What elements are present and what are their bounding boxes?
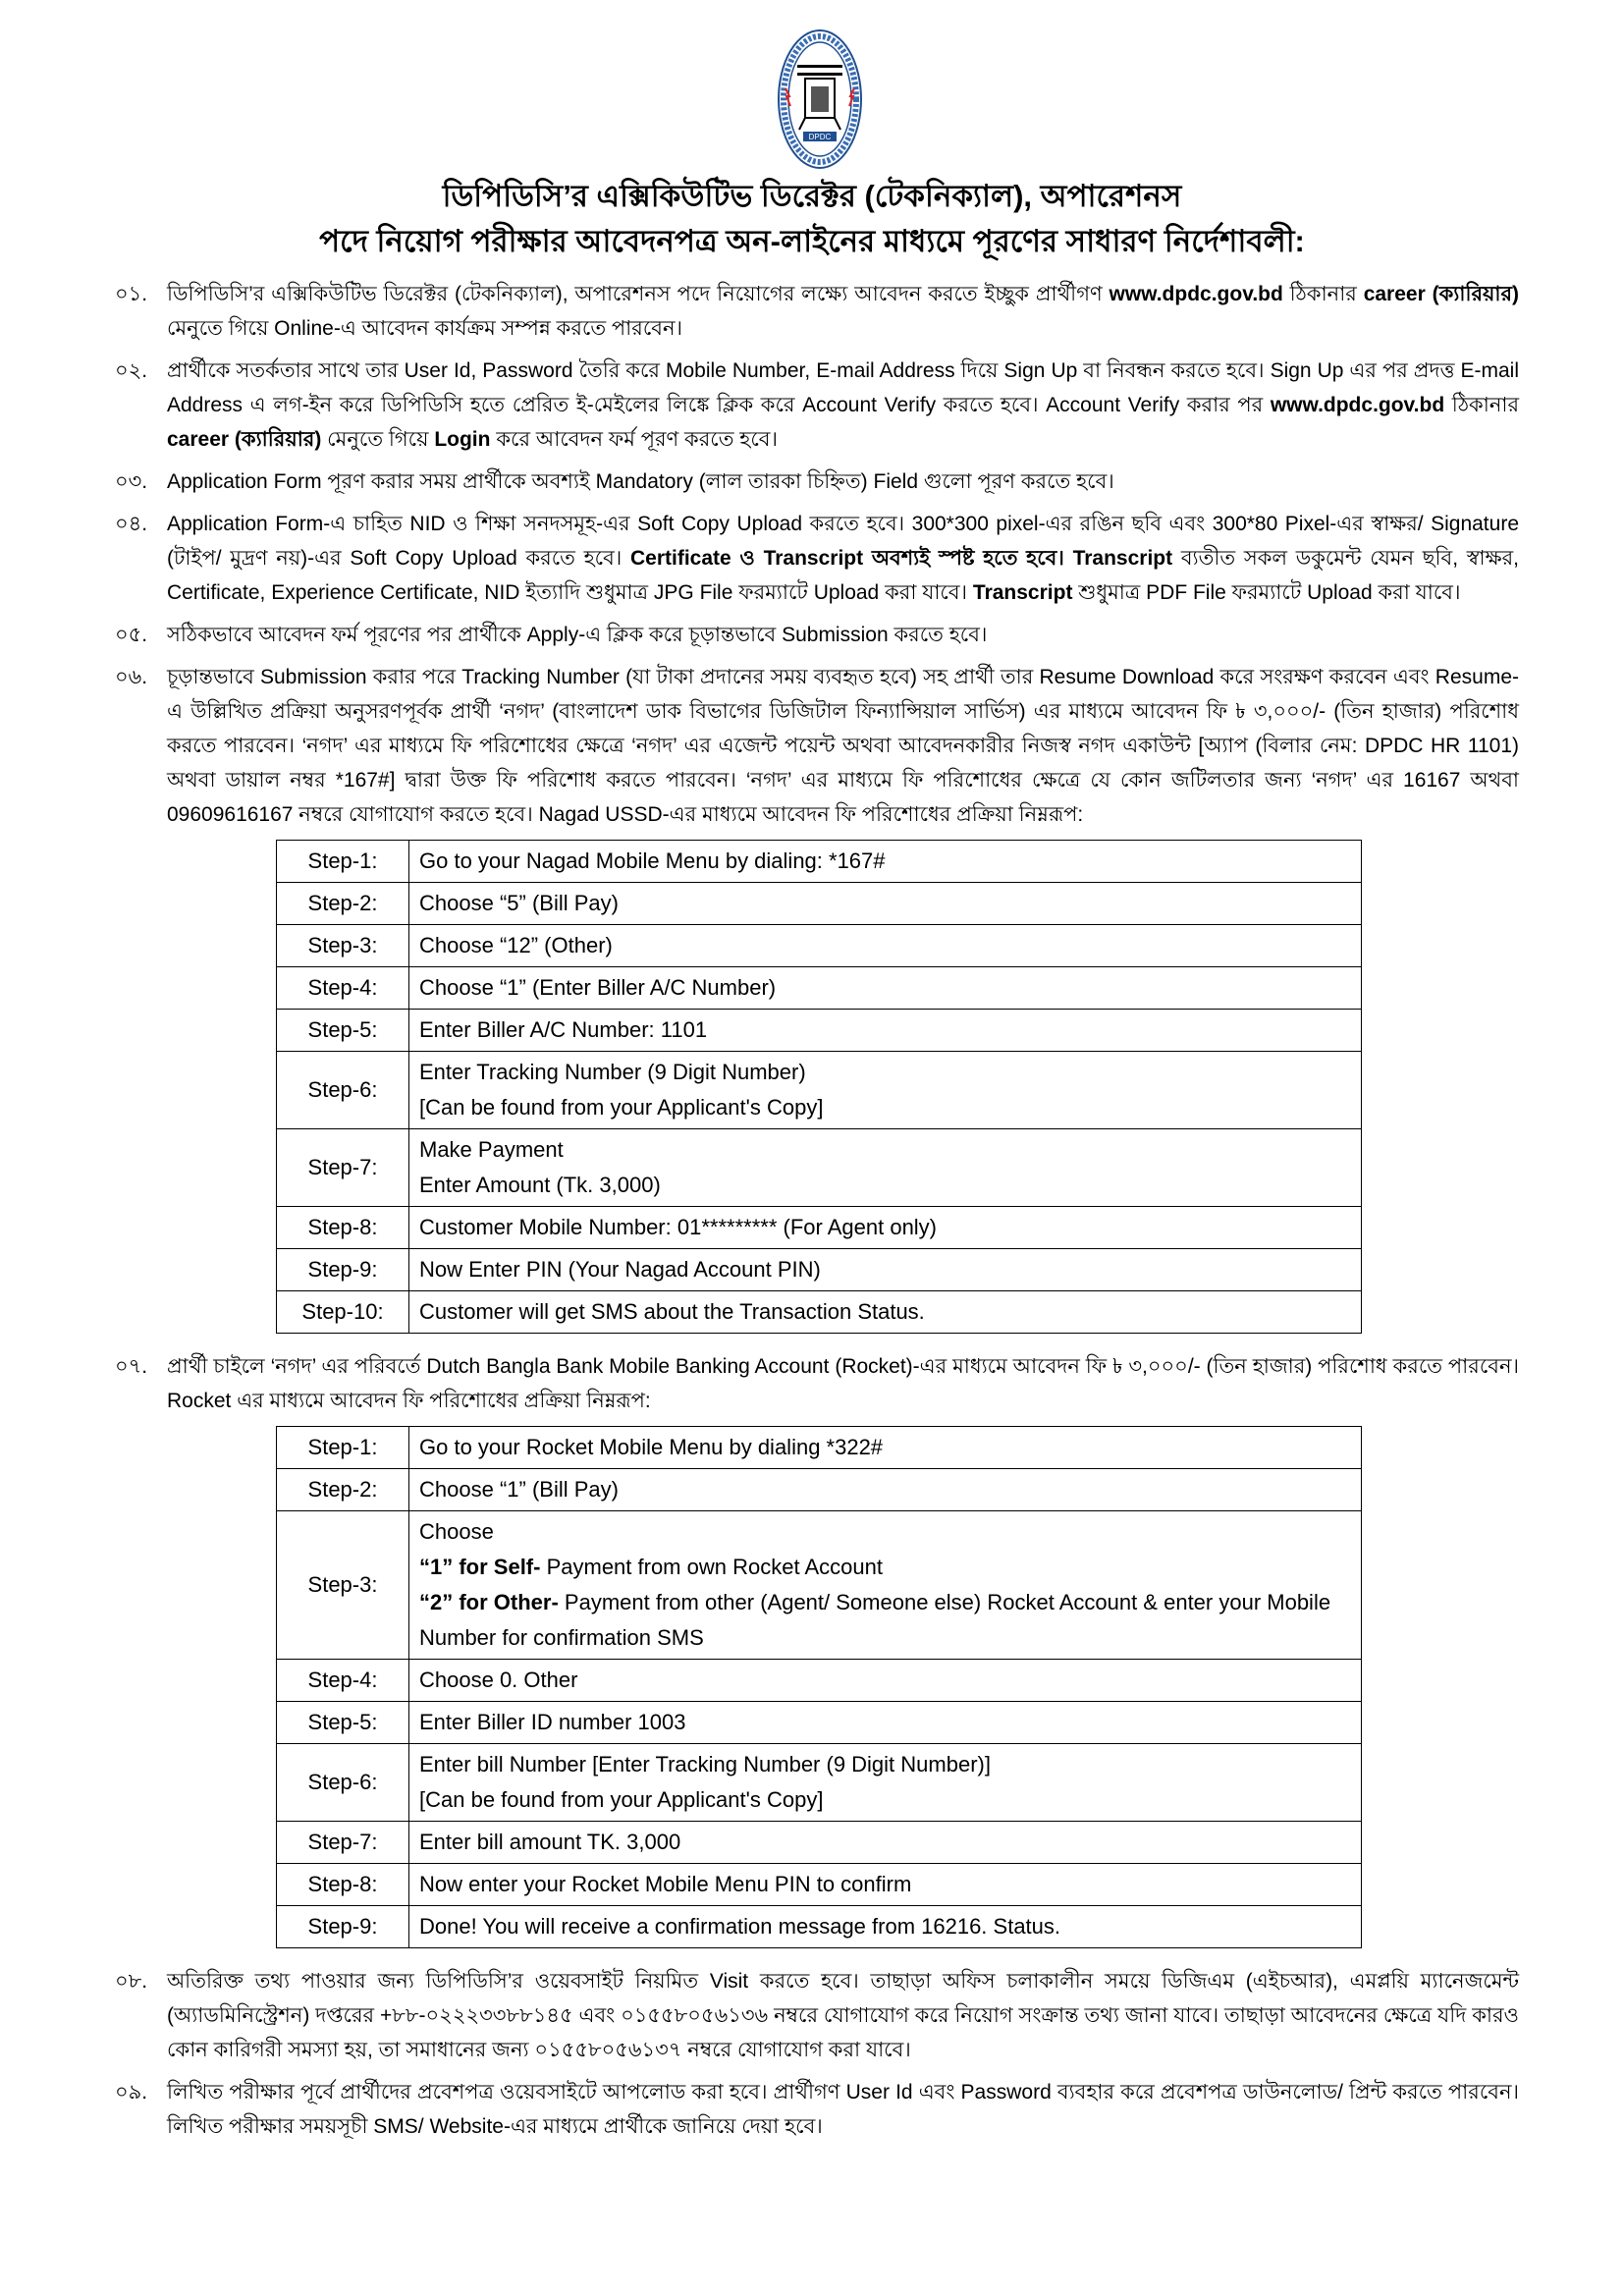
text-segment: Choose 0. Other	[419, 1667, 578, 1692]
step-description	[409, 1702, 1362, 1744]
text-segment: চূড়ান্তভাবে Submission করার পরে Tracking Number (যা টাকা প্রদানের সময় ব্যবহৃত হবে) সহ প্রার্থী তার Resume Download করে সংরক্ষণ করবেন এবং Resume-এ উল্লিখিত প্রক্রিয়া অনুসরণপূর্বক প্রার্থী ‘নগদ’ (বাংলাদেশ ডাক বিভাগের ডিজিটাল ফিন্যান্সিয়াল সার্ভিস) এর মাধ্যমে আবেদন ফি ৳ ৩,০০০/- (তিন হাজার) পরিশোধ করতে পারবেন। ‘নগদ’ এর মাধ্যমে ফি পরিশোধের ক্ষেত্রে ‘নগদ’ এর এজেন্ট পয়েন্ট অথবা আবেদনকারীর নিজস্ব নগদ একাউন্ট [অ্যাপ (বিলার নেম: DPDC HR 1101) অথবা ডায়াল নম্বর *167#] দ্বারা উক্ত ফি পরিশোধ করতে পারবেন। ‘নগদ’ এর মাধ্যমে ফি পরিশোধের ক্ষেত্রে যে কোন জটিলতার জন্য ‘নগদ’ এর 16167 অথবা 09609616167 নম্বরে যোগাযোগ করতে হবে। Nagad USSD-এর মাধ্যমে আবেদন ফি পরিশোধের প্রক্রিয়া নিম্নরূপ:	[167, 666, 1519, 826]
step-line	[419, 1090, 1351, 1125]
item-text	[167, 354, 1519, 457]
step-line	[419, 1132, 1351, 1168]
step-line	[419, 1909, 1351, 1944]
text-segment: লিখিত পরীক্ষার পূর্বে প্রার্থীদের প্রবেশপত্র ওয়েবসাইটে আপলোড করা হবে। প্রার্থীগণ User Id এবং Password ব্যবহার করে প্রবেশপত্র ডাউনলোড/ প্রিন্ট করতে পারবেন। লিখিত পরীক্ষার সময়সূচী SMS/ Website-এর মাধ্যমে প্রার্থীকে জানিয়ে দেয়া হবে।	[167, 2081, 1519, 2138]
step-label: Step-8:	[277, 1207, 409, 1249]
title-line-1: ডিপিডিসি’র এক্সিকিউটিভ ডিরেক্টর (টেকনিক্যাল), অপারেশনস	[442, 179, 1182, 213]
step-label: Step-1:	[277, 841, 409, 883]
item-text	[167, 618, 1519, 652]
step-line	[419, 970, 1351, 1006]
step-description	[409, 1427, 1362, 1469]
bold-text: Certificate ও Transcript অবশ্যই স্পষ্ট হতে হবে।	[630, 547, 1064, 570]
text-segment: Choose “1” (Enter Biller A/C Number)	[419, 975, 777, 1000]
step-label: Step-9:	[277, 1906, 409, 1948]
item-number: ০১.	[115, 283, 148, 305]
instruction-item	[115, 1349, 1519, 1418]
step-line	[419, 1747, 1351, 1782]
text-segment: Choose	[419, 1519, 494, 1544]
instruction-item	[115, 277, 1519, 346]
instruction-item	[115, 1964, 1519, 2067]
step-line	[419, 1782, 1351, 1818]
item-text	[167, 465, 1519, 499]
text-segment: ডিপিডিসি’র এক্সিকিউটিভ ডিরেক্টর (টেকনিক্যাল), অপারেশনস পদে নিয়োগের লক্ষ্যে আবেদন করতে ইচ্ছুক প্রার্থীগণ	[167, 283, 1110, 305]
item-text	[167, 660, 1519, 832]
instruction-item	[115, 507, 1519, 610]
text-segment: করে আবেদন ফর্ম পূরণ করতে হবে।	[490, 428, 778, 451]
text-segment: Enter Amount (Tk. 3,000)	[419, 1173, 661, 1197]
item-text	[167, 507, 1519, 610]
text-segment: [Can be found from your Applicant's Copy]	[419, 1095, 824, 1120]
payment-steps-table	[276, 1426, 1362, 1948]
text-segment: Now enter your Rocket Mobile Menu PIN to confirm	[419, 1872, 912, 1896]
step-row	[277, 1660, 1362, 1702]
step-description	[409, 1052, 1362, 1129]
svg-text:DPDC: DPDC	[808, 133, 832, 141]
step-label: Step-9:	[277, 1249, 409, 1291]
bold-text: Transcript	[1072, 547, 1173, 570]
step-description	[409, 883, 1362, 925]
step-label: Step-3:	[277, 925, 409, 967]
step-line	[419, 1825, 1351, 1860]
dpdc-logo	[746, 27, 893, 171]
step-row	[277, 1702, 1362, 1744]
step-description	[409, 1129, 1362, 1207]
text-segment: Application Form-এ চাহিত NID ও শিক্ষা সনদসমূহ-এর Soft Copy Upload করতে হবে। 300*300 pixel-এর রঙিন ছবি এবং 300*80 Pixel-এর স্বাক্ষর/ Signature (টাইপ/ মুদ্রণ নয়)-এর Soft Copy Upload করতে হবে।	[167, 513, 1519, 570]
text-segment: শুধুমাত্র PDF File ফরম্যাটে Upload করা যাবে।	[1072, 581, 1461, 604]
step-row	[277, 925, 1362, 967]
bold-text: “2” for Other-	[419, 1590, 559, 1614]
item-number: ০৩.	[115, 470, 148, 493]
instruction-item	[115, 618, 1519, 652]
step-row	[277, 1511, 1362, 1660]
step-description	[409, 1822, 1362, 1864]
item-number: ০২.	[115, 359, 148, 382]
step-line	[419, 1514, 1351, 1550]
step-row	[277, 967, 1362, 1010]
step-line	[419, 928, 1351, 963]
step-label: Step-1:	[277, 1427, 409, 1469]
step-line	[419, 886, 1351, 921]
text-segment: Choose “12” (Other)	[419, 933, 613, 957]
step-label: Step-6:	[277, 1052, 409, 1129]
text-segment: প্রার্থী চাইলে ‘নগদ’ এর পরিবর্তে Dutch Bangla Bank Mobile Banking Account (Rocket)-এর মাধ্যমে আবেদন ফি ৳ ৩,০০০/- (তিন হাজার) পরিশোধ করতে পারবেন। Rocket এর মাধ্যমে আবেদন ফি পরিশোধের প্রক্রিয়া নিম্নরূপ:	[167, 1355, 1519, 1412]
text-segment: Go to your Nagad Mobile Menu by dialing: *167#	[419, 848, 886, 873]
item-text	[167, 277, 1519, 346]
text-segment: অতিরিক্ত তথ্য পাওয়ার জন্য ডিপিডিসি’র ওয়েবসাইট নিয়মিত Visit করতে হবে। তাছাড়া অফিস চলাকালীন সময়ে ডিজিএম (এইচআর), এমপ্লয়ি ম্যানেজমেন্ট (অ্যাডমিনিস্ট্রেশন) দপ্তরের +৮৮-০২২২৩৩৮৮১৪৫ এবং ০১৫৫৮০৫৬১৩৬ নম্বরে যোগাযোগ করে নিয়োগ সংক্রান্ত তথ্য জানা যাবে। তাছাড়া আবেদনের ক্ষেত্রে যদি কারও কোন কারিগরী সমস্যা হয়, তা সমাধানের জন্য ০১৫৫৮০৫৬১৩৭ নম্বরে যোগাযোগ করা যাবে।	[167, 1970, 1519, 2061]
text-segment: Customer Mobile Number: 01********* (For Agent only)	[419, 1215, 938, 1239]
step-row	[277, 1864, 1362, 1906]
step-description	[409, 1906, 1362, 1948]
step-label: Step-7:	[277, 1129, 409, 1207]
instruction-item	[115, 354, 1519, 457]
step-line	[419, 1055, 1351, 1090]
step-line	[419, 1210, 1351, 1245]
text-segment: ব্যতীত সকল ডকুমেন্ট যেমন ছবি, স্বাক্ষর, Certificate, Experience Certificate, NID ইত্যাদি শুধুমাত্র JPG File ফরম্যাটে Upload করা যাবে।	[167, 547, 1520, 604]
text-segment: Choose “1” (Bill Pay)	[419, 1477, 619, 1502]
text-segment: ঠিকানার	[1282, 283, 1364, 305]
step-row	[277, 1010, 1362, 1052]
item-number: ০৭.	[115, 1355, 148, 1378]
text-segment: মেনুতে গিয়ে Online-এ আবেদন কার্যক্রম সম্পন্ন করতে পারবেন।	[167, 317, 682, 340]
step-row	[277, 1822, 1362, 1864]
step-row	[277, 1129, 1362, 1207]
bold-text: career (ক্যারিয়ার)	[167, 428, 322, 451]
step-description	[409, 841, 1362, 883]
step-row	[277, 1207, 1362, 1249]
step-line	[419, 1430, 1351, 1465]
bold-text: career (ক্যারিয়ার)	[1363, 283, 1520, 305]
payment-steps-table	[276, 840, 1362, 1334]
step-description	[409, 1469, 1362, 1511]
text-segment	[1064, 547, 1073, 570]
text-segment: সঠিকভাবে আবেদন ফর্ম পূরণের পর প্রার্থীকে Apply-এ ক্লিক করে চূড়ান্তভাবে Submission করতে হবে।	[167, 624, 988, 646]
step-description	[409, 1249, 1362, 1291]
step-line	[419, 1472, 1351, 1507]
bold-text: Transcript	[972, 581, 1073, 604]
step-row	[277, 1427, 1362, 1469]
instruction-list	[115, 277, 1519, 2152]
step-line	[419, 1168, 1351, 1203]
text-segment: মেনুতে গিয়ে	[321, 428, 435, 451]
step-label: Step-5:	[277, 1702, 409, 1744]
bold-text: www.dpdc.gov.bd	[1270, 394, 1445, 416]
step-line	[419, 1550, 1351, 1585]
step-row	[277, 1906, 1362, 1948]
step-description	[409, 925, 1362, 967]
step-line	[419, 1585, 1351, 1656]
text-segment: প্রার্থীকে সতর্কতার সাথে তার User Id, Password তৈরি করে Mobile Number, E-mail Address দিয়ে Sign Up বা নিবন্ধন করতে হবে। Sign Up এর পর প্রদত্ত E-mail Address এ লগ-ইন করে ডিপিডিসি হতে প্রেরিত ই-মেইলের লিঙ্কে ক্লিক করে Account Verify করতে হবে। Account Verify করার পর	[167, 359, 1519, 416]
title-line-2: পদে নিয়োগ পরীক্ষার আবেদনপত্র অন-লাইনের মাধ্যমে পূরণের সাধারণ নির্দেশাবলী:	[319, 224, 1305, 258]
text-segment: [Can be found from your Applicant's Copy]	[419, 1787, 824, 1812]
item-number: ০৫.	[115, 624, 148, 646]
step-line	[419, 1294, 1351, 1330]
step-row	[277, 1249, 1362, 1291]
step-description	[409, 1207, 1362, 1249]
item-text	[167, 1964, 1519, 2067]
bold-text: www.dpdc.gov.bd	[1109, 283, 1283, 305]
step-label: Step-6:	[277, 1744, 409, 1822]
step-line	[419, 1663, 1351, 1698]
step-row	[277, 1469, 1362, 1511]
step-label: Step-4:	[277, 1660, 409, 1702]
step-label: Step-10:	[277, 1291, 409, 1334]
step-row	[277, 1291, 1362, 1334]
item-number: ০৮.	[115, 1970, 148, 1993]
text-segment: Application Form পূরণ করার সময় প্রার্থীকে অবশ্যই Mandatory (লাল তারকা চিহ্নিত) Field গুলো পূরণ করতে হবে।	[167, 470, 1114, 493]
step-description	[409, 1511, 1362, 1660]
item-number: ০৬.	[115, 666, 148, 688]
text-segment: Payment from other (Agent/ Someone else) Rocket Account & enter your Mobile Number for confirmation SMS	[419, 1590, 1331, 1650]
step-line	[419, 844, 1351, 879]
step-line	[419, 1705, 1351, 1740]
step-label: Step-3:	[277, 1511, 409, 1660]
text-segment: Enter Biller ID number 1003	[419, 1710, 686, 1734]
step-label: Step-2:	[277, 883, 409, 925]
step-description	[409, 967, 1362, 1010]
item-number: ০৯.	[115, 2081, 148, 2104]
text-segment: Customer will get SMS about the Transaction Status.	[419, 1299, 925, 1324]
text-segment: Enter Biller A/C Number: 1101	[419, 1017, 708, 1042]
step-description	[409, 1864, 1362, 1906]
text-segment: Done! You will receive a confirmation message from 16216. Status.	[419, 1914, 1061, 1939]
item-text	[167, 2075, 1519, 2144]
text-segment: Make Payment	[419, 1137, 564, 1162]
step-line	[419, 1012, 1351, 1048]
step-description	[409, 1291, 1362, 1334]
step-line	[419, 1252, 1351, 1287]
step-label: Step-4:	[277, 967, 409, 1010]
text-segment: Enter bill amount TK. 3,000	[419, 1830, 681, 1854]
text-segment: Payment from own Rocket Account	[540, 1555, 883, 1579]
step-row	[277, 841, 1362, 883]
step-description	[409, 1010, 1362, 1052]
text-segment: Enter Tracking Number (9 Digit Number)	[419, 1060, 806, 1084]
text-segment: Now Enter PIN (Your Nagad Account PIN)	[419, 1257, 821, 1282]
item-text	[167, 1349, 1519, 1418]
item-number: ০৪.	[115, 513, 148, 535]
step-label: Step-2:	[277, 1469, 409, 1511]
step-row	[277, 1744, 1362, 1822]
instruction-item	[115, 2075, 1519, 2144]
bold-text: Login	[434, 428, 491, 451]
step-label: Step-8:	[277, 1864, 409, 1906]
step-row	[277, 883, 1362, 925]
text-segment: Go to your Rocket Mobile Menu by dialing *322#	[419, 1435, 884, 1459]
text-segment: Choose “5” (Bill Pay)	[419, 891, 619, 915]
step-description	[409, 1660, 1362, 1702]
step-row	[277, 1052, 1362, 1129]
instruction-item	[115, 465, 1519, 499]
step-description	[409, 1744, 1362, 1822]
text-segment: ঠিকানার	[1444, 394, 1520, 416]
step-line	[419, 1867, 1351, 1902]
instruction-item	[115, 660, 1519, 832]
bold-text: “1” for Self-	[419, 1555, 541, 1579]
step-label: Step-7:	[277, 1822, 409, 1864]
text-segment: Enter bill Number [Enter Tracking Number (9 Digit Number)]	[419, 1752, 991, 1777]
step-label: Step-5:	[277, 1010, 409, 1052]
